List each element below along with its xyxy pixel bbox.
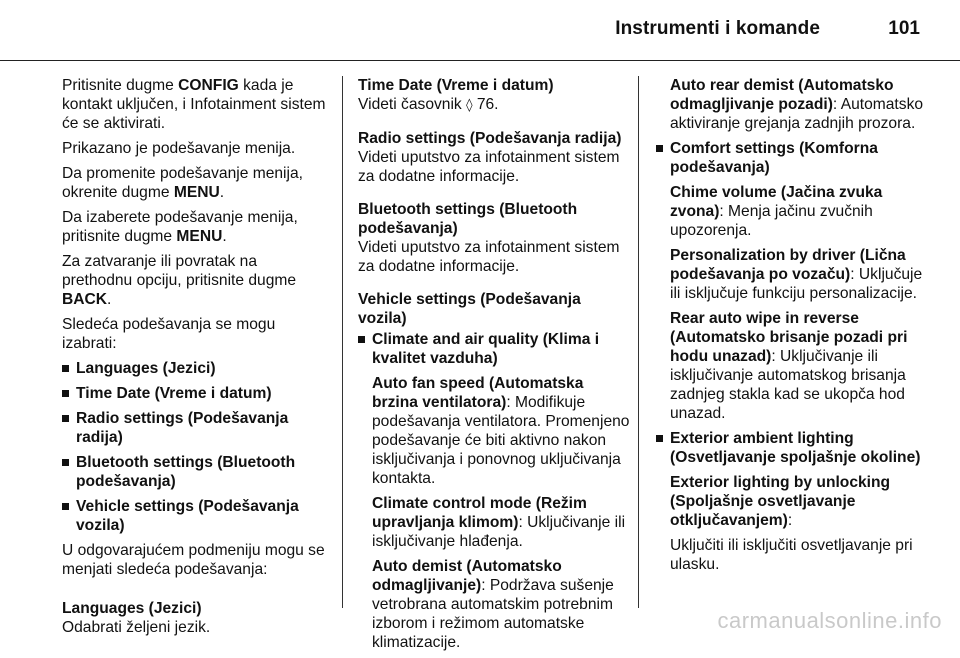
setting-rear-demist — [656, 76, 924, 133]
setting-personalization — [656, 246, 924, 303]
setting-desc: : Automatsko aktiviranje grejanja zadnjih prozora. — [670, 96, 924, 132]
setting-name: Climate control mode (Režim upravljanja klimom) — [372, 495, 587, 531]
page-reference-icon: ◊ — [466, 98, 473, 113]
section-heading-languages: Languages (Jezici) — [62, 600, 202, 617]
paragraph-selectable: Sledeća podešavanja se mogu izabrati: — [62, 316, 276, 352]
paragraph-config — [62, 76, 330, 133]
text: kada je kontakt uključen, i Infotainment sistem će se aktivirati. — [62, 77, 326, 132]
setting-desc: : Modifikuje podešavanja ventilatora. Promenjeno podešavanje će biti aktivno nakon isključivanja i ponovnog uključivanja kontakta. — [372, 394, 630, 487]
section-heading-vehicle: Vehicle settings (Podešavanja vozila) — [358, 291, 581, 327]
setting-name: Auto rear demist (Automatsko odmagljivanje pozadi) — [670, 77, 894, 113]
header-rule — [0, 60, 960, 61]
setting-desc: : — [787, 512, 793, 529]
text: Da promenite podešavanje menija, okrenite dugme — [62, 165, 303, 201]
setting-chime — [656, 183, 924, 240]
setting-ext-lighting-desc: Uključiti ili isključiti osvetljavanje pri ulasku. — [670, 537, 913, 573]
text: Pritisnite dugme — [62, 77, 179, 94]
section-heading-radio: Radio settings (Podešavanja radija) — [358, 130, 622, 147]
list-item: Comfort settings (Komforna podešavanja) — [656, 139, 924, 177]
text: Da izaberete podešavanje menija, pritisnite dugme — [62, 209, 298, 245]
page-reference: 76. — [472, 96, 499, 113]
menu-key: MENU — [176, 228, 223, 245]
setting-ext-lighting — [656, 473, 924, 530]
text: Videti časovnik — [358, 96, 467, 113]
setting-name: Exterior lighting by unlocking (Spoljašnje osvetljavanje otključavanjem) — [670, 474, 891, 529]
section-text-bluetooth: Videti uputstvo za infotainment sistem za dodatne informacije. — [358, 239, 620, 275]
paragraph-menu-shown: Prikazano je podešavanje menija. — [62, 140, 296, 157]
list-item: Climate and air quality (Klima i kvalitet vazduha) — [358, 330, 630, 368]
setting-name: Auto fan speed (Automatska brzina ventilatora) — [372, 375, 584, 411]
list-item: Exterior ambient lighting (Osvetljavanje spoljašnje okoline) — [656, 429, 924, 467]
back-key: BACK — [62, 291, 108, 308]
watermark: carmanualsonline.info — [717, 608, 942, 633]
setting-climate-mode — [358, 494, 630, 551]
text: . — [219, 184, 225, 201]
list-item: Vehicle settings (Podešavanja vozila) — [62, 497, 330, 535]
text: Za zatvaranje ili povratak na prethodnu opciju, pritisnite dugme — [62, 253, 297, 289]
section-text-languages: Odabrati željeni jezik. — [62, 619, 211, 636]
section-heading-time: Time Date (Vreme i datum) — [358, 77, 554, 94]
list-item: Radio settings (Podešavanja radija) — [62, 409, 330, 447]
menu-key: MENU — [173, 184, 220, 201]
page-number: 101 — [888, 18, 920, 39]
column-3 — [656, 76, 924, 580]
setting-rear-wipe — [656, 309, 924, 423]
section-text-radio: Videti uputstvo za infotainment sistem za dodatne informacije. — [358, 149, 620, 185]
section-text-time — [358, 95, 630, 115]
text: . — [222, 228, 227, 245]
column-separator-2 — [638, 76, 639, 608]
column-1 — [62, 76, 330, 637]
paragraph-submenu: U odgovarajućem podmeniju mogu se menjati sledeća podešavanja: — [62, 542, 325, 578]
column-separator-1 — [342, 76, 343, 608]
list-item: Time Date (Vreme i datum) — [62, 384, 330, 403]
list-item: Languages (Jezici) — [62, 359, 330, 378]
config-key: CONFIG — [178, 77, 239, 94]
list-item: Bluetooth settings (Bluetooth podešavanja) — [62, 453, 330, 491]
setting-auto-demist — [358, 557, 630, 652]
page-title: Instrumenti i komande — [615, 18, 820, 39]
setting-name: Auto demist (Automatsko odmagljivanje) — [372, 558, 562, 594]
paragraph-back — [62, 252, 330, 309]
paragraph-menu-press — [62, 208, 330, 246]
setting-desc: : Menja jačinu zvučnih upozorenja. — [670, 203, 873, 239]
paragraph-menu-turn — [62, 164, 330, 202]
setting-auto-fan — [358, 374, 630, 488]
setting-desc: : Uključivanje ili isključivanje hlađenja. — [372, 514, 626, 550]
setting-name: Chime volume (Jačina zvuka zvona) — [670, 184, 883, 220]
setting-desc: : Podržava sušenje vetrobrana automatskim potrebnim izborom i režimom automatske klimatizacije. — [372, 577, 614, 651]
column-2 — [358, 76, 630, 658]
setting-name: Rear auto wipe in reverse (Automatsko brisanje pozadi pri hodu unazad) — [670, 310, 908, 365]
setting-name: Personalization by driver (Lična podešavanja po vozaču) — [670, 247, 906, 283]
section-heading-bluetooth: Bluetooth settings (Bluetooth podešavanja) — [358, 201, 578, 237]
setting-desc: : Uključivanje ili isključivanje automatskog brisanja zadnjeg stakla kad se ukopča hod unazad. — [670, 348, 906, 422]
setting-desc: : Uključuje ili isključuje funkciju personalizacije. — [670, 266, 923, 302]
page-header — [0, 0, 960, 56]
text: . — [107, 291, 112, 308]
